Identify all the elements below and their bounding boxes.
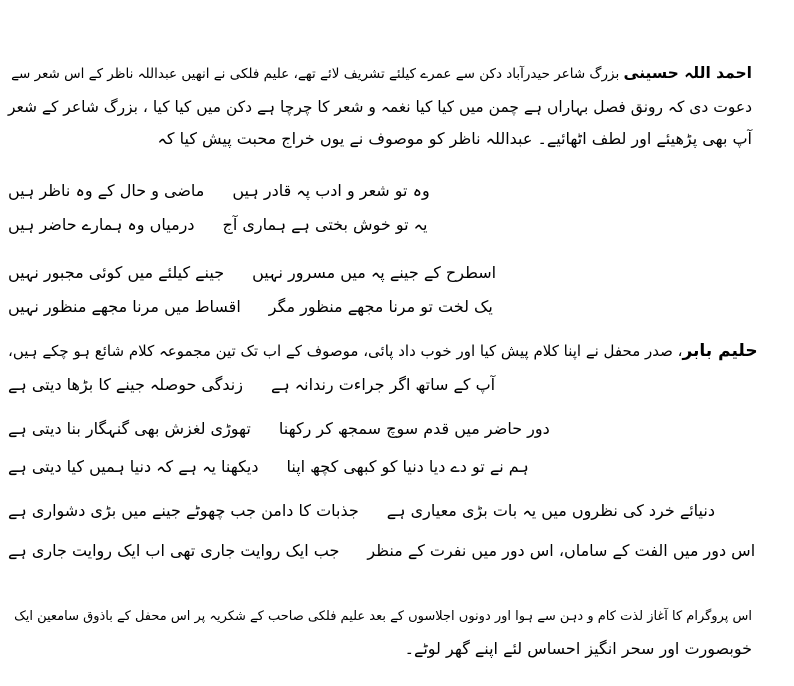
misra-second: اقساط میں مرنا مجھے منظور نہیں bbox=[8, 297, 241, 316]
misra-second: تھوڑی لغزش بھی گنہگار بنا دیتی ہے bbox=[8, 419, 251, 438]
poet-name: احمد اللہ حسینی bbox=[623, 64, 752, 82]
misra-first: وہ تو شعر و ادب پہ قادر ہیں bbox=[232, 181, 430, 200]
paragraph-line-1 bbox=[11, 62, 752, 85]
misra-second: درمیاں وہ ہمارے حاضر ہیں bbox=[8, 215, 195, 234]
misra-first: دور حاضر میں قدم سوچ سمجھ کر رکھنا bbox=[278, 419, 550, 438]
misra-second: جب ایک روایت جاری تھی اب ایک روایت جاری ہے bbox=[8, 541, 340, 560]
misra-first: دنیائے خرد کی نظروں میں یہ بات بڑی معیاری ہے bbox=[386, 501, 715, 520]
paragraph-line-3 bbox=[158, 128, 752, 150]
line-text: خوبصورت اور سحر انگیز احساس لئے اپنے گھر لوٹے۔ bbox=[404, 639, 752, 658]
couplet-line bbox=[8, 418, 550, 440]
couplet-line bbox=[8, 540, 755, 562]
paragraph-line-2 bbox=[8, 96, 752, 118]
paragraph-line-4 bbox=[8, 340, 758, 362]
misra-first: آپ کے ساتھ اگر جراءت رندانہ ہے bbox=[270, 375, 496, 394]
misra-second: ماضی و حال کے وہ ناظر ہیں bbox=[8, 181, 205, 200]
misra-second: زندگی حوصلہ جینے کا بڑھا دیتی ہے bbox=[8, 375, 243, 394]
misra-second: جذبات کا دامن جب چھوٹے جینے میں بڑی دشواری ہے bbox=[8, 501, 359, 520]
misra-first: ہم نے تو دے دیا دنیا کو کبھی کچھ اپنا bbox=[286, 457, 529, 476]
misra-first: اسطرح کے جینے پہ میں مسرور نہیں bbox=[252, 263, 497, 282]
misra-first: یہ تو خوش بختی ہے ہماری آج bbox=[222, 215, 428, 234]
couplet-line bbox=[8, 500, 715, 522]
line-text: اس پروگرام کا آغاز لذت کام و دہن سے ہوا اور دونوں اجلاسوں کے بعد علیم فلکی صاحب کے شکریہ پر اس محفل کے باذوق سامعین ایک bbox=[14, 609, 752, 624]
couplet-line bbox=[8, 456, 529, 478]
couplet-line bbox=[8, 180, 430, 202]
couplet-line bbox=[8, 374, 495, 396]
line-text: آپ بھی پڑھیئے اور لطف اٹھائیے۔ عبداللہ ناظر کو موصوف نے یوں خراج محبت پیش کیا کہ bbox=[157, 129, 752, 148]
line-text: بزرگ شاعر حیدرآباد دکن سے عمرے کیلئے تشریف لائے تھے، علیم فلکی نے انھیں عبداللہ ناظر کے اس شعر سے bbox=[11, 66, 624, 82]
misra-first: یک لخت تو مرنا مجھے منظور مگر bbox=[268, 297, 493, 316]
misra-second: دیکھنا یہ ہے کہ دنیا ہمیں کیا دیتی ہے bbox=[8, 457, 259, 476]
poet-name: حلیم بابر bbox=[682, 341, 758, 361]
misra-first: اس دور میں الفت کے ساماں، اس دور میں نفرت کے منظر bbox=[367, 541, 756, 560]
paragraph-line-5 bbox=[14, 606, 752, 628]
line-text: دعوت دی کہ رونق فصل بہاراں ہے چمن میں کیا کیا نغمہ و شعر کا چرچا ہے دکن میں کیا کیا ، بزرگ شاعر کے شعر bbox=[7, 98, 752, 116]
couplet-line bbox=[8, 296, 493, 318]
couplet-line bbox=[8, 262, 496, 284]
paragraph-line-6 bbox=[405, 638, 752, 660]
couplet-line bbox=[8, 214, 427, 236]
line-text: ، صدر محفل نے اپنا کلام پیش کیا اور خوب داد پائی، موصوف کے اب تک تین مجموعہ کلام شائع ہو چکے ہیں، bbox=[8, 342, 683, 360]
misra-second: جینے کیلئے میں کوئی مجبور نہیں bbox=[8, 263, 225, 282]
